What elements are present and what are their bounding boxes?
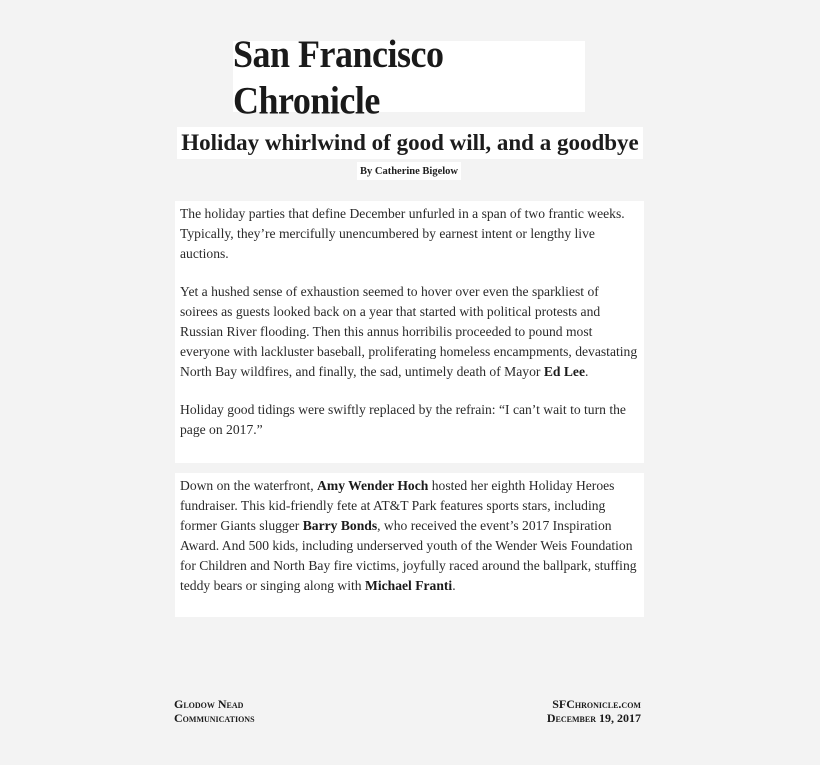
footer-source-date: December 19, 2017 <box>546 711 641 725</box>
paragraph-3: Holiday good tidings were swiftly replaced by the refrain: “I can’t wait to turn the page on 2017.” <box>180 402 626 437</box>
masthead-logo <box>233 31 585 122</box>
paragraph-2: Yet a hushed sense of exhaustion seemed to hover over even the sparkliest of soirees as guests looked back on a year that started with political protests and Russian River flooding. Then this annus horribilis proceeded to pound most everyone with lackluster baseball, proliferating homeless encampments, devastating North Bay wildfires, and finally, the sad, untimely death of Mayor Ed Lee. <box>180 284 638 379</box>
paragraph-1: The holiday parties that define December unfurled in a span of two frantic weeks. Typically, they’re mercifully unencumbered by earnest intent or lengthy live auctions. <box>180 206 625 261</box>
footer-agency-line1: Glodow Nead <box>174 697 244 711</box>
bold-name-barry-bonds: Barry Bonds <box>302 518 378 533</box>
footer-source <box>540 697 641 725</box>
footer-agency <box>174 697 255 725</box>
bold-name-ed-lee: Ed Lee <box>543 364 585 379</box>
masthead-title: San Francisco Chronicle <box>233 31 444 122</box>
article-headline: Holiday whirlwind of good will, and a goodbye <box>177 127 643 159</box>
article-text-block-1 <box>175 201 644 463</box>
article-byline: By Catherine Bigelow <box>357 162 461 180</box>
footer-agency-line2: Communications <box>174 711 255 725</box>
bold-name-amy-wender-hoch: Amy Wender Hoch <box>317 478 429 493</box>
footer-source-site: SFChronicle.com <box>552 697 641 711</box>
bold-name-michael-franti: Michael Franti <box>365 578 453 593</box>
article-text-block-2 <box>175 473 644 617</box>
paragraph-4: Down on the waterfront, Amy Wender Hoch hosted her eighth Holiday Heroes fundraiser. This kid-friendly fete at AT&T Park features sports stars, including former Giants slugger Barry Bonds, who received the event’s 2017 Inspiration Award. And 500 kids, including underserved youth of the Wender Weis Foundation for Children and North Bay fire victims, joyfully raced around the ballpark, stuffing teddy bears or singing along with Michael Franti. <box>180 478 637 593</box>
